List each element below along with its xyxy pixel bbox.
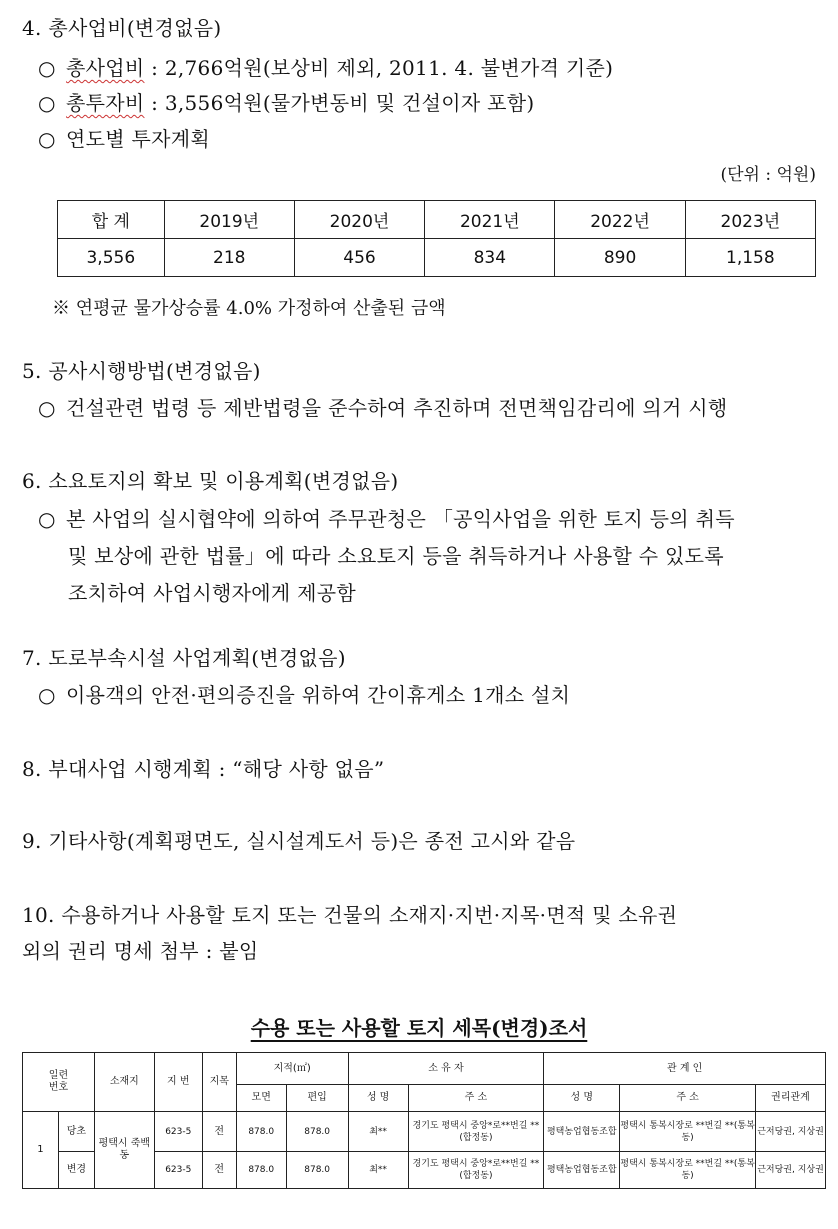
table-header-cell: 2022년 (555, 201, 685, 239)
header-rel-addr: 주 소 (620, 1085, 756, 1112)
cell-stage: 당초 (58, 1112, 94, 1152)
section-8-title: 8. 부대사업 시행계획 : “해당 사항 없음” (22, 757, 385, 781)
section-7-title: 7. 도로부속시설 사업계획(변경없음) (22, 646, 346, 670)
section-6-line-2: 및 보상에 관한 법률」에 따라 소요토지 등을 취득하거나 사용할 수 있도록 (68, 544, 724, 568)
section-9-title: 9. 기타사항(계획평면도, 실시설계도서 등)은 종전 고시와 같음 (22, 829, 576, 853)
cell-owner-addr: 경기도 평택시 중앙*로**번길 ** (합정동) (408, 1112, 544, 1152)
header-rel-right: 권리관계 (756, 1085, 826, 1112)
table-cell: 890 (555, 239, 685, 277)
cell-owner-addr: 경기도 평택시 중앙*로**번길 ** (합정동) (408, 1152, 544, 1189)
table-header-cell: 2021년 (425, 201, 555, 239)
section-10-line-2: 외의 권리 명세 첨부 : 붙임 (22, 939, 259, 963)
header-owner-name: 성 명 (348, 1085, 408, 1112)
bullet-circle-icon: ○ (38, 91, 56, 115)
header-lot: 지 번 (154, 1053, 202, 1112)
section-6-title: 6. 소요토지의 확보 및 이용계획(변경없음) (22, 469, 399, 493)
bullet-circle-icon: ○ (38, 56, 56, 80)
header-serial: 일련 번호 (23, 1053, 95, 1112)
cell-stage: 변경 (58, 1152, 94, 1189)
cell-lot: 623-5 (154, 1112, 202, 1152)
section-5-title: 5. 공사시행방법(변경없음) (22, 359, 261, 383)
section-5-bullet-1: ○ 건설관련 법령 등 제반법령을 준수하여 추진하며 전면책임감리에 의거 시행 (38, 396, 728, 420)
section-4-title: 4. 총사업비(변경없음) (22, 16, 222, 40)
section-6-bullet-1: ○ 본 사업의 실시협약에 의하여 주무관청은 「공익사업을 위한 토지 등의 취득 (38, 507, 735, 531)
cell-owner-name: 최** (348, 1152, 408, 1189)
section-4-bullet-3: ○ 연도별 투자계획 (38, 127, 210, 151)
cell-rel-right: 근저당권, 지상권 (756, 1152, 826, 1189)
table-cell: 218 (164, 239, 294, 277)
cell-category: 전 (202, 1112, 236, 1152)
cell-serial: 1 (23, 1112, 59, 1189)
cell-area-orig: 878.0 (236, 1112, 286, 1152)
cell-area-incl: 878.0 (286, 1112, 348, 1152)
section-7-bullet-1: ○ 이용객의 안전·편의증진을 위하여 간이휴게소 1개소 설치 (38, 683, 571, 707)
header-area: 지적(㎡) (236, 1053, 348, 1085)
header-owner: 소 유 자 (348, 1053, 544, 1085)
cell-lot: 623-5 (154, 1152, 202, 1189)
table-cell: 3,556 (58, 239, 165, 277)
table-cell: 456 (294, 239, 424, 277)
investment-table (57, 200, 816, 277)
section-4-bullet-1: ○ 총사업비 : 2,766억원(보상비 제외, 2011. 4. 불변가격 기준) (38, 56, 614, 80)
table-cell: 1,158 (685, 239, 815, 277)
bullet-circle-icon: ○ (38, 396, 56, 420)
cell-area-incl: 878.0 (286, 1152, 348, 1189)
land-table (22, 1052, 826, 1189)
header-area-incl: 편입 (286, 1085, 348, 1112)
table-header-cell: 2020년 (294, 201, 424, 239)
table-cell: 834 (425, 239, 555, 277)
header-area-orig: 모면 (236, 1085, 286, 1112)
header-category: 지목 (202, 1053, 236, 1112)
table-header-cell: 합 계 (58, 201, 165, 239)
section-10-line-1: 10. 수용하거나 사용할 토지 또는 건물의 소재지·지번·지목·면적 및 소유권 (22, 903, 678, 927)
table-row (23, 1112, 826, 1152)
table-header-cell: 2023년 (685, 201, 815, 239)
header-rel-name: 성 명 (544, 1085, 620, 1112)
cell-rel-addr: 평택시 통복시장로 **번길 **(통복동) (620, 1152, 756, 1189)
bullet-circle-icon: ○ (38, 127, 56, 151)
table-header-row (23, 1053, 826, 1085)
cell-rel-right: 근저당권, 지상권 (756, 1112, 826, 1152)
table-header-cell: 2019년 (164, 201, 294, 239)
bullet-circle-icon: ○ (38, 683, 56, 707)
cell-rel-name: 평택농업협동조합 (544, 1112, 620, 1152)
header-related: 관 계 인 (544, 1053, 826, 1085)
section-4-bullet-2: ○ 총투자비 : 3,556억원(물가변동비 및 건설이자 포함) (38, 91, 535, 115)
bullet-circle-icon: ○ (38, 507, 56, 531)
cell-area-orig: 878.0 (236, 1152, 286, 1189)
cell-rel-name: 평택농업협동조합 (544, 1152, 620, 1189)
inflation-note: ※ 연평균 물가상승률 4.0% 가정하여 산출된 금액 (52, 298, 446, 319)
unit-label: (단위 : 억원) (720, 165, 816, 185)
section-6-line-3: 조치하여 사업시행자에게 제공함 (68, 581, 356, 605)
header-location: 소재지 (94, 1053, 154, 1112)
cell-location: 평택시 죽백동 (94, 1112, 154, 1189)
table-row (58, 239, 816, 277)
table-header-row (58, 201, 816, 239)
cell-owner-name: 최** (348, 1112, 408, 1152)
cell-rel-addr: 평택시 통복시장로 **번길 **(통복동) (620, 1112, 756, 1152)
land-table-title: 수용 또는 사용할 토지 세목(변경)조서 (250, 1016, 588, 1040)
cell-category: 전 (202, 1152, 236, 1189)
header-owner-addr: 주 소 (408, 1085, 544, 1112)
